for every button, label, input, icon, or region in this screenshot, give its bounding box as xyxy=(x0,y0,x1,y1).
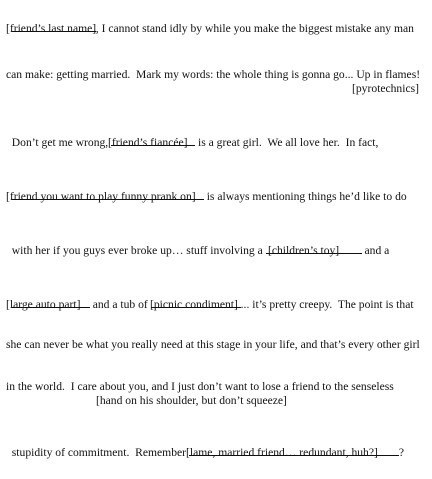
line-6-after: ... it’s pretty creepy. The point is that xyxy=(240,298,414,311)
line-9-before: stupidity of commitment. Remember xyxy=(11,446,189,459)
hint-childrens-toy: [children’s toy] xyxy=(268,244,340,257)
line-9-after: ? xyxy=(398,446,405,459)
madlib-line-8: in the world. I care about you, and I just don’t want to lose a friend to the senseless xyxy=(6,380,394,393)
madlib-line-2: can make: getting married. Mark my words: the whole thing is gonna go... Up in flames! xyxy=(6,68,421,81)
hint-friend-fiancee: [friend’s fiancée] xyxy=(108,136,188,149)
hint-large-auto-part: [large auto part] xyxy=(6,298,81,311)
hint-hand-on-shoulder: [hand on his shoulder, but don’t squeeze] xyxy=(96,394,287,407)
line-5-after: and a xyxy=(361,244,390,257)
line-6-middle: and a tub of xyxy=(89,298,151,311)
line-4-after: is always mentioning things he’d like to do xyxy=(203,190,407,203)
hint-picnic-condiment: [picnic condiment] xyxy=(150,298,238,311)
madlib-line-3 xyxy=(6,122,378,149)
hint-married-friend: [lame, married friend… redundant, huh?] xyxy=(186,446,378,459)
line-1-text: , I cannot stand idly by while you make the biggest mistake any man xyxy=(95,22,414,35)
line-3-before: Don’t get me wrong, xyxy=(11,136,112,149)
line-5-before: with her if you guys ever broke up… stuff involving a xyxy=(11,244,266,257)
hint-friend-last-name: [friend’s last name] xyxy=(6,22,97,35)
madlib-line-7: she can never be what you really need at this stage in your life, and that’s every other girl xyxy=(6,338,420,351)
hint-pyrotechnics: [pyrotechnics] xyxy=(352,82,419,95)
hint-friend-prank: [friend you want to play funny prank on] xyxy=(6,190,196,203)
line-3-after: is a great girl. We all love her. In fact, xyxy=(195,136,379,149)
